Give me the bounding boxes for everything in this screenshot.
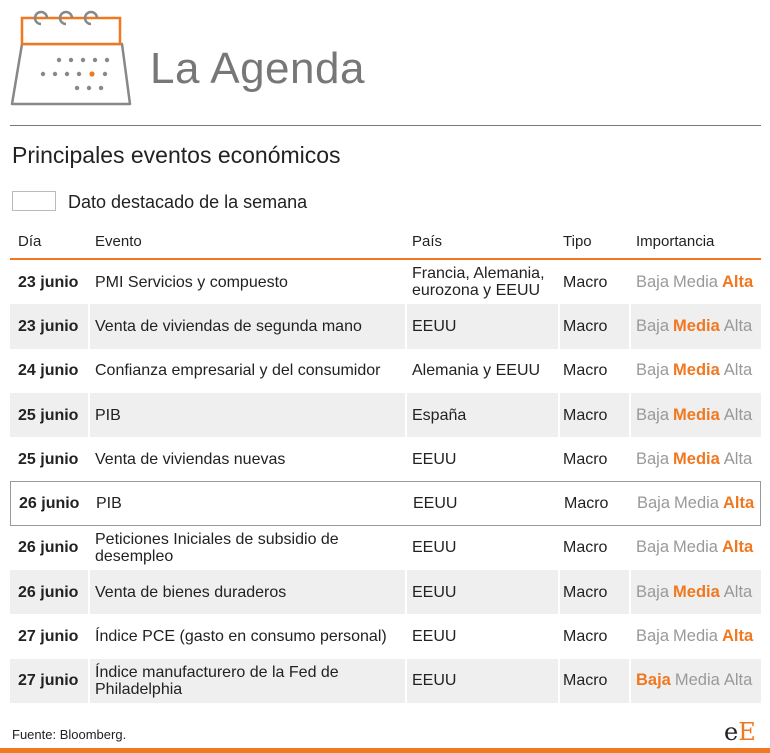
column-separator	[630, 482, 632, 524]
column-separator	[405, 570, 407, 614]
cell-pais: EEUU	[412, 317, 457, 335]
table-row	[10, 659, 761, 703]
table-row	[10, 349, 761, 393]
column-separator	[88, 570, 90, 614]
table-row	[10, 260, 761, 304]
table-body	[10, 260, 761, 703]
column-separator	[629, 260, 631, 304]
table-row	[10, 481, 761, 525]
cell-tipo: Macro	[563, 450, 608, 468]
importance-level-baja: Baja	[636, 361, 670, 380]
cell-importancia	[636, 659, 756, 703]
cell-tipo: Macro	[563, 672, 608, 690]
column-separator	[558, 349, 560, 393]
table-row	[10, 570, 761, 614]
column-separator	[88, 614, 90, 658]
column-separator	[629, 437, 631, 481]
importance-level-baja: Baja	[636, 627, 670, 646]
cell-pais: España	[412, 406, 467, 424]
importance-level-media: Media	[673, 627, 718, 646]
col-header-dia: Día	[18, 233, 42, 250]
cell-evento: Índice manufacturero de la Fed de Philadelphia	[95, 663, 339, 698]
importance-level-media: Media	[673, 582, 720, 601]
cell-evento: Venta de viviendas de segunda mano	[95, 317, 362, 335]
cell-tipo: Macro	[563, 317, 608, 335]
cell-importancia	[636, 304, 756, 348]
brand-logo: eE	[724, 718, 756, 746]
cell-tipo: Macro	[564, 495, 609, 513]
column-separator	[559, 482, 561, 524]
cell-evento: Venta de bienes duraderos	[95, 583, 287, 601]
cell-pais: EEUU	[412, 583, 457, 601]
cell-dia: 26 junio	[18, 539, 79, 557]
events-table	[10, 226, 761, 703]
importance-level-baja: Baja	[636, 405, 670, 424]
importance-level-alta: Alta	[723, 361, 753, 380]
column-separator	[89, 482, 91, 524]
cell-tipo: Macro	[563, 583, 608, 601]
importance-level-alta: Alta	[721, 272, 754, 291]
importance-level-baja: Baja	[636, 272, 670, 291]
importance-level-baja: Baja	[637, 494, 671, 513]
column-separator	[405, 526, 407, 570]
cell-pais: EEUU	[412, 628, 457, 646]
cell-importancia	[636, 349, 756, 393]
cell-importancia	[636, 393, 756, 437]
cell-importancia	[636, 570, 756, 614]
cell-dia: 27 junio	[18, 672, 79, 690]
importance-level-alta: Alta	[723, 671, 753, 690]
table-row	[10, 614, 761, 658]
importance-level-alta: Alta	[722, 494, 755, 513]
importance-level-baja: Baja	[636, 316, 670, 335]
importance-level-media: Media	[673, 316, 720, 335]
importance-level-baja: Baja	[636, 449, 670, 468]
importance-level-media: Media	[673, 405, 720, 424]
cell-evento: PIB	[95, 406, 121, 424]
importance-level-media: Media	[673, 449, 720, 468]
cell-dia: 25 junio	[18, 450, 79, 468]
page-title: La Agenda	[150, 44, 365, 93]
cell-importancia	[637, 482, 758, 524]
title-divider	[10, 125, 761, 126]
column-separator	[629, 570, 631, 614]
column-separator	[629, 304, 631, 348]
column-separator	[558, 304, 560, 348]
importance-level-media: Media	[674, 494, 719, 513]
cell-importancia	[636, 437, 756, 481]
legend-label: Dato destacado de la semana	[68, 192, 308, 212]
column-separator	[405, 393, 407, 437]
column-separator	[558, 393, 560, 437]
column-separator	[558, 260, 560, 304]
column-separator	[629, 659, 631, 703]
cell-pais: Alemania y EEUU	[412, 362, 541, 380]
cell-dia: 26 junio	[18, 583, 79, 601]
cell-pais: EEUU	[412, 539, 457, 557]
cell-dia: 23 junio	[18, 317, 79, 335]
column-separator	[558, 614, 560, 658]
cell-dia: 25 junio	[18, 406, 79, 424]
table-row	[10, 437, 761, 481]
importance-level-alta: Alta	[723, 316, 753, 335]
column-separator	[405, 437, 407, 481]
cell-dia: 26 junio	[19, 495, 80, 513]
cell-pais: EEUU	[412, 672, 457, 690]
subtitle: Principales eventos económicos	[12, 142, 341, 168]
column-separator	[405, 304, 407, 348]
cell-importancia	[636, 260, 757, 304]
col-header-tipo: Tipo	[563, 233, 592, 250]
column-separator	[88, 349, 90, 393]
cell-evento: Índice PCE (gasto en consumo personal)	[95, 628, 387, 646]
cell-importancia	[636, 614, 757, 658]
importance-level-baja: Baja	[636, 582, 670, 601]
cell-tipo: Macro	[563, 628, 608, 646]
column-separator	[629, 349, 631, 393]
cell-dia: 23 junio	[18, 273, 79, 291]
cell-evento: PIB	[96, 495, 122, 513]
col-header-importancia: Importancia	[636, 233, 715, 250]
column-separator	[405, 659, 407, 703]
column-separator	[88, 393, 90, 437]
importance-level-alta: Alta	[723, 582, 753, 601]
column-separator	[88, 659, 90, 703]
cell-dia: 24 junio	[18, 362, 79, 380]
col-header-pais: País	[412, 233, 443, 250]
cell-evento: Confianza empresarial y del consumidor	[95, 362, 381, 380]
column-separator	[406, 482, 408, 524]
importance-level-alta: Alta	[723, 405, 753, 424]
importance-level-baja: Baja	[636, 538, 670, 557]
column-separator	[405, 349, 407, 393]
table-row	[10, 526, 761, 570]
column-separator	[88, 304, 90, 348]
table-row	[10, 393, 761, 437]
legend-swatch	[12, 191, 56, 211]
cell-tipo: Macro	[563, 406, 608, 424]
cell-pais: Francia, Alemania, eurozona y EEUU	[412, 265, 545, 300]
importance-level-media: Media	[673, 361, 720, 380]
column-separator	[88, 526, 90, 570]
importance-level-alta: Alta	[723, 449, 753, 468]
column-separator	[629, 393, 631, 437]
cell-pais: EEUU	[413, 495, 458, 513]
table-header	[10, 226, 761, 260]
cell-tipo: Macro	[563, 273, 608, 291]
cell-evento: Peticiones Iniciales de subsidio de desempleo	[95, 530, 339, 565]
column-separator	[405, 614, 407, 658]
importance-level-media: Media	[674, 671, 720, 690]
column-separator	[558, 437, 560, 481]
importance-level-media: Media	[673, 272, 718, 291]
importance-level-alta: Alta	[721, 538, 754, 557]
table-row	[10, 304, 761, 348]
column-separator	[558, 526, 560, 570]
column-separator	[629, 526, 631, 570]
cell-evento: Venta de viviendas nuevas	[95, 450, 286, 468]
importance-level-baja: Baja	[636, 671, 671, 690]
cell-evento: PMI Servicios y compuesto	[95, 273, 288, 291]
cell-tipo: Macro	[563, 539, 608, 557]
cell-pais: EEUU	[412, 450, 457, 468]
importance-level-media: Media	[673, 538, 718, 557]
cell-tipo: Macro	[563, 362, 608, 380]
cell-dia: 27 junio	[18, 628, 79, 646]
col-header-evento: Evento	[95, 233, 142, 250]
column-separator	[558, 659, 560, 703]
column-separator	[88, 437, 90, 481]
importance-level-alta: Alta	[721, 627, 754, 646]
calendar-icon	[8, 8, 136, 110]
column-separator	[88, 260, 90, 304]
column-separator	[629, 614, 631, 658]
column-separator	[405, 260, 407, 304]
column-separator	[558, 570, 560, 614]
source-note: Fuente: Bloomberg.	[12, 727, 127, 742]
bottom-accent-bar	[0, 748, 770, 753]
cell-importancia	[636, 526, 757, 570]
